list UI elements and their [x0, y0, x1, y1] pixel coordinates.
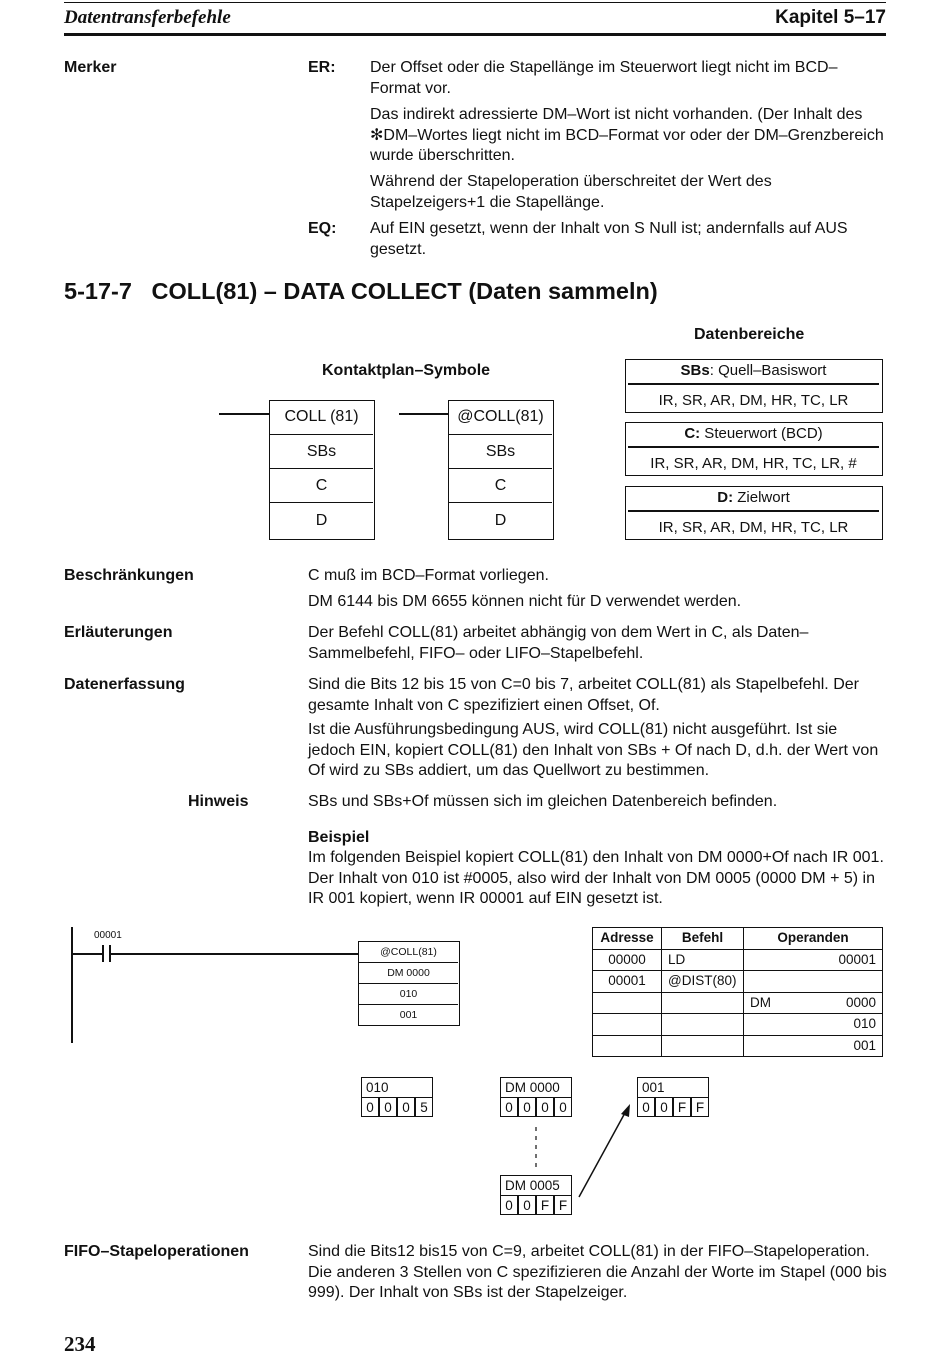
ladder-block-coll-name: COLL (81): [284, 407, 359, 425]
data-area-sbs-key: SBs: [680, 362, 710, 379]
note-text: SBs und SBs+Of müssen sich im gleichen Datenbereich befinden.: [308, 793, 778, 810]
ladder-block-at-coll-c: C: [449, 468, 552, 502]
memory-word-name: DM 0000: [500, 1077, 572, 1097]
er-paragraph-1: Der Offset oder die Stapellänge im Steuerwort liegt nicht im BCD–Format vor.: [370, 59, 838, 97]
memory-digit: 0: [554, 1097, 572, 1117]
program-table-header-instruction: Befehl: [662, 928, 744, 950]
er-paragraph-2: Das indirekt adressierte DM–Wort ist nicht vorhanden. (Der Inhalt des ✻DM–Wortes liegt nicht im BCD–Format vor oder der DM–Grenzbereich wurde überschritten.: [370, 106, 884, 164]
note-label: Hinweis: [188, 793, 249, 810]
data-area-d-desc: Zielwort: [733, 489, 790, 506]
ladder-example-block-c: 010: [359, 983, 458, 1004]
memory-word-name: 010: [361, 1077, 433, 1097]
memory-digit: 0: [637, 1097, 655, 1117]
merker-label: Merker: [64, 59, 117, 76]
table-cell-operand-value: 001: [804, 1035, 883, 1057]
memory-digit: F: [554, 1195, 572, 1215]
ladder-block-at-coll-sbs: SBs: [449, 434, 552, 468]
eq-text: Auf EIN gesetzt, wenn der Inhalt von S Null ist; andernfalls auf AUS gesetzt.: [370, 220, 848, 258]
er-label: ER:: [308, 59, 336, 76]
memory-digit: 0: [397, 1097, 415, 1117]
memory-digit: F: [536, 1195, 554, 1215]
data-area-sbs-areas: IR, SR, AR, DM, HR, TC, LR: [658, 392, 849, 409]
ladder-block-coll-c: C: [270, 468, 373, 502]
er-paragraph-3: Während der Stapeloperation überschreitet der Wert des Stapelzeigers+1 die Stapellänge.: [370, 173, 772, 211]
table-cell-address: 00000: [593, 949, 662, 971]
explanations-label: Erläuterungen: [64, 624, 173, 641]
section-title: 5-17-7 COLL(81) – DATA COLLECT (Daten sammeln): [64, 278, 658, 304]
ladder-block-coll-sbs: SBs: [270, 434, 373, 468]
data-collection-paragraph-1: Sind die Bits 12 bis 15 von C=0 bis 7, arbeitet COLL(81) als Stapelbefehl. Der gesamte Inhalt von C spezifiziert einen Offset, Of.: [308, 676, 859, 714]
eq-label: EQ:: [308, 220, 337, 237]
data-area-d-areas: IR, SR, AR, DM, HR, TC, LR: [658, 519, 849, 536]
fifo-label: FIFO–Stapeloperationen: [64, 1243, 249, 1260]
explanations-text: Der Befehl COLL(81) arbeitet abhängig von dem Wert in C, als Daten–Sammelbefehl, FIFO– oder LIFO–Stapelbefehl.: [308, 624, 809, 662]
restrictions-line-1: C muß im BCD–Format vorliegen.: [308, 567, 549, 584]
ladder-block-at-coll-d: D: [449, 502, 552, 539]
example-text: Im folgenden Beispiel kopiert COLL(81) den Inhalt von DM 0000+Of nach IR 001. Der Inhalt von 010 ist #0005, also wird der Inhalt von DM 0005 (0000 DM + 5) in IR 001 kopiert, wenn IR 00001 auf EIN gesetzt ist.: [308, 849, 884, 907]
memory-digit: 0: [500, 1097, 518, 1117]
memory-digit: 0: [518, 1097, 536, 1117]
restrictions-label: Beschränkungen: [64, 567, 194, 584]
data-area-c-desc: Steuerwort (BCD): [700, 425, 823, 442]
data-collection-label: Datenerfassung: [64, 676, 185, 693]
data-area-d-key: D:: [717, 489, 734, 506]
memory-digit: F: [691, 1097, 709, 1117]
memory-word-name: DM 0005: [500, 1175, 572, 1195]
memory-digit: 5: [415, 1097, 433, 1117]
page-number: 234: [64, 1332, 96, 1356]
data-collection-paragraph-2: Ist die Ausführungsbedingung AUS, wird COLL(81) nicht ausgeführt. Ist sie jedoch EIN, kopiert COLL(81) den Inhalt von SBs + Of nach D, d.h. der Wert von Of wird zu SBs addiert, um das Quellwort zu bestimmen.: [308, 721, 879, 779]
data-area-c-areas: IR, SR, AR, DM, HR, TC, LR, #: [650, 455, 857, 472]
memory-digit: 0: [379, 1097, 397, 1117]
table-cell-address: 00001: [593, 971, 662, 993]
fifo-text: Sind die Bits12 bis15 von C=9, arbeitet COLL(81) in der FIFO–Stapeloperation. Die anderen 3 Stellen von C spezifizieren die Anzahl der Worte im Stapel (000 bis 999). Der Inhalt von SBs ist der Stapelzeiger.: [308, 1243, 887, 1301]
ladder-example-block-d: 001: [359, 1004, 458, 1025]
header-chapter-number: Kapitel 5–17: [775, 7, 886, 28]
memory-digit: 0: [500, 1195, 518, 1215]
restrictions-line-2: DM 6144 bis DM 6655 können nicht für D verwendet werden.: [308, 593, 742, 610]
memory-digit: 0: [361, 1097, 379, 1117]
ladder-block-at-coll-name: @COLL(81): [457, 407, 544, 425]
memory-digit: 0: [518, 1195, 536, 1215]
table-cell-operand-value: 00001: [804, 949, 883, 971]
memory-digit: 0: [655, 1097, 673, 1117]
ladder-example-block-sbs: DM 0000: [359, 962, 458, 983]
table-cell-instruction: @DIST(80): [662, 971, 744, 993]
ladder-block-coll-d: D: [270, 502, 373, 539]
ladder-example-contact-address: 00001: [94, 930, 122, 941]
data-areas-title: Datenbereiche: [694, 326, 805, 343]
table-cell-instruction: LD: [662, 949, 744, 971]
table-cell-operand-value: 010: [804, 1014, 883, 1036]
memory-digit: F: [673, 1097, 691, 1117]
example-title: Beispiel: [308, 829, 370, 846]
data-area-c-key: C:: [684, 425, 701, 442]
memory-word-name: 001: [637, 1077, 709, 1097]
memory-copy-arrow-head: [621, 1104, 630, 1117]
memory-copy-arrow: [579, 1111, 626, 1197]
header-chapter-title: Datentransferbefehle: [64, 7, 231, 28]
ladder-example-block-name: @COLL(81): [380, 945, 437, 958]
program-table-header-operands: Operanden: [744, 928, 883, 950]
memory-digit: 0: [536, 1097, 554, 1117]
program-table-header-address: Adresse: [593, 928, 662, 950]
table-cell-operand-value: 0000: [804, 992, 883, 1014]
data-area-sbs-desc: : Quell–Basiswort: [709, 362, 827, 379]
table-cell-operand-area: DM: [744, 992, 804, 1014]
ladder-symbols-title: Kontaktplan–Symbole: [322, 362, 491, 379]
